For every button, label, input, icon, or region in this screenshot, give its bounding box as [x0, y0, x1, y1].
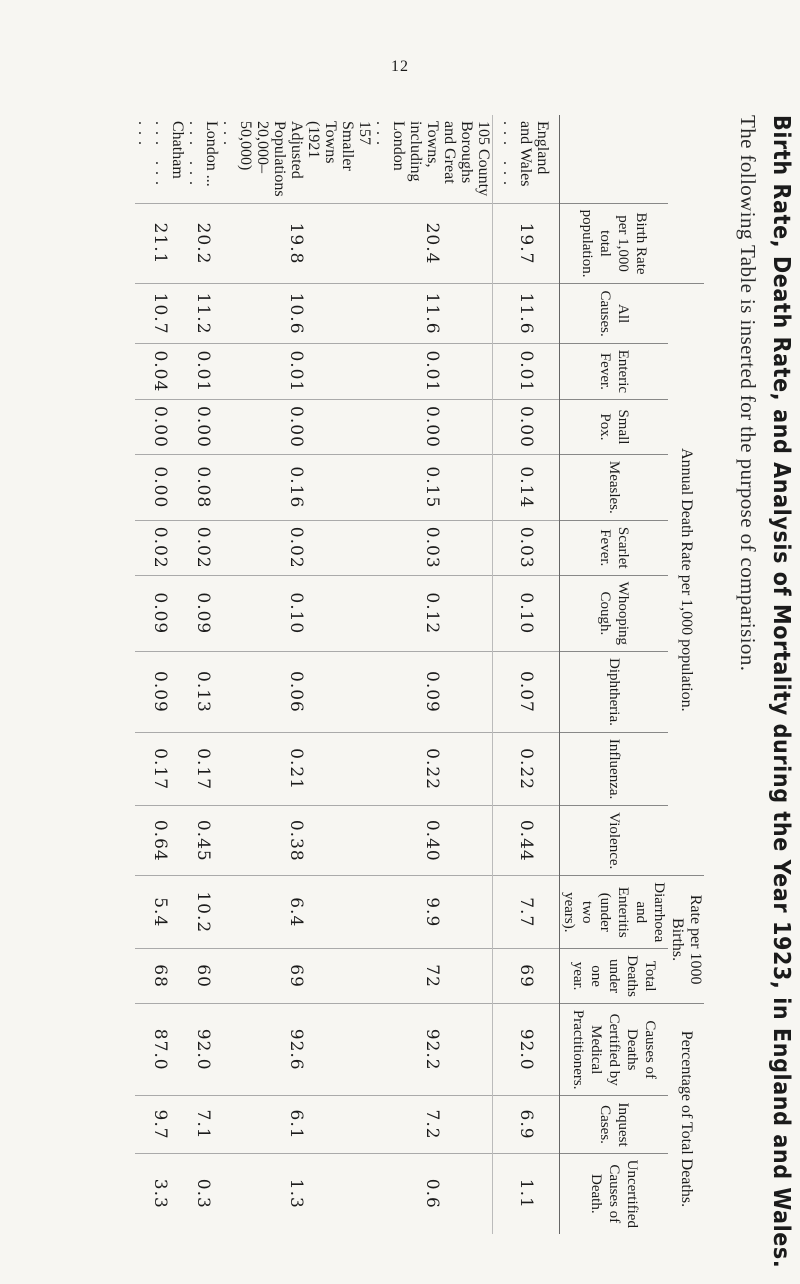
cell-influenza: 0.21	[220, 732, 373, 805]
group-header-spacer	[668, 115, 704, 284]
col-scarlet-fever: Scarlet Fever.	[560, 520, 669, 575]
cell-birth-rate: 19.7	[493, 203, 560, 284]
col-diphtheria: Diphtheria.	[560, 651, 669, 732]
cell-inquest: 7.1	[186, 1096, 220, 1153]
row-label-text: 157 Smaller Towns (1921 Adjusted Populations 20,000–50,000)	[237, 121, 373, 197]
row-label-text: London ...	[203, 121, 220, 187]
row-label	[135, 115, 186, 203]
cell-influenza: 0.22	[493, 732, 560, 805]
cell-diarrhoea: 6.4	[220, 876, 373, 949]
mortality-table	[135, 115, 704, 1234]
cell-certified: 92.0	[493, 1003, 560, 1096]
cell-birth-rate: 20.2	[186, 203, 220, 284]
col-small-pox: Small Pox.	[560, 400, 669, 455]
table-row-smaller-towns	[220, 115, 373, 1234]
cell-under-one-year: 69	[493, 949, 560, 1004]
cell-uncertified: 0.6	[373, 1153, 493, 1234]
cell-certified: 92.2	[373, 1003, 493, 1096]
cell-uncertified: 1.1	[493, 1153, 560, 1234]
table-row-england-wales	[493, 115, 560, 1234]
cell-small-pox: 0.00	[493, 400, 560, 455]
table-row-chatham	[135, 115, 186, 1234]
cell-inquest: 6.9	[493, 1096, 560, 1153]
header-corner	[560, 115, 669, 203]
row-leader-dots: ... ...	[500, 121, 518, 191]
cell-small-pox: 0.00	[135, 400, 186, 455]
cell-under-one-year: 72	[373, 949, 493, 1004]
cell-influenza: 0.17	[186, 732, 220, 805]
cell-diphtheria: 0.09	[373, 651, 493, 732]
cell-influenza: 0.17	[135, 732, 186, 805]
cell-diarrhoea: 10.2	[186, 876, 220, 949]
cell-whooping-cough: 0.10	[493, 575, 560, 651]
row-leader-dots: ...	[373, 121, 390, 151]
group-percentage-deaths: Percentage of Total Deaths.	[668, 1003, 704, 1234]
cell-scarlet-fever: 0.02	[135, 520, 186, 575]
cell-diarrhoea: 7.7	[493, 876, 560, 949]
row-label-text: Chatham	[169, 121, 186, 179]
cell-all-causes: 11.2	[186, 284, 220, 343]
cell-enteric-fever: 0.01	[186, 343, 220, 399]
cell-scarlet-fever: 0.03	[373, 520, 493, 575]
cell-enteric-fever: 0.01	[220, 343, 373, 399]
cell-under-one-year: 68	[135, 949, 186, 1004]
row-label	[220, 115, 373, 203]
column-header-row	[560, 115, 669, 1234]
col-enteric-fever: Enteric Fever.	[560, 343, 669, 399]
cell-whooping-cough: 0.09	[135, 575, 186, 651]
col-diarrhoea: Diarrhoea and Enteritis (under two years).	[560, 876, 669, 949]
cell-diphtheria: 0.07	[493, 651, 560, 732]
cell-all-causes: 11.6	[493, 284, 560, 343]
col-influenza: Influenza.	[560, 732, 669, 805]
cell-violence: 0.44	[493, 806, 560, 876]
col-birth-rate: Birth Rate per 1,000 total population.	[560, 203, 669, 284]
cell-birth-rate: 19.8	[220, 203, 373, 284]
cell-violence: 0.40	[373, 806, 493, 876]
cell-influenza: 0.22	[373, 732, 493, 805]
table-row-london	[186, 115, 220, 1234]
cell-under-one-year: 69	[220, 949, 373, 1004]
cell-enteric-fever: 0.01	[373, 343, 493, 399]
cell-uncertified: 3.3	[135, 1153, 186, 1234]
col-all-causes: All Causes.	[560, 284, 669, 343]
cell-all-causes: 11.6	[373, 284, 493, 343]
cell-small-pox: 0.00	[220, 400, 373, 455]
cell-inquest: 9.7	[135, 1096, 186, 1153]
cell-uncertified: 0.3	[186, 1153, 220, 1234]
cell-small-pox: 0.00	[373, 400, 493, 455]
cell-certified: 92.6	[220, 1003, 373, 1096]
cell-all-causes: 10.6	[220, 284, 373, 343]
row-leader-dots: ...	[220, 121, 237, 151]
col-measles: Measles.	[560, 454, 669, 520]
table-row-county-boroughs	[373, 115, 493, 1234]
cell-inquest: 6.1	[220, 1096, 373, 1153]
cell-measles: 0.08	[186, 454, 220, 520]
table-heading: Birth Rate, Death Rate, and Analysis of Mortality during the Year 1923, in England and Wales.	[768, 115, 794, 1269]
cell-diarrhoea: 5.4	[135, 876, 186, 949]
cell-birth-rate: 20.4	[373, 203, 493, 284]
cell-small-pox: 0.00	[186, 400, 220, 455]
cell-whooping-cough: 0.09	[186, 575, 220, 651]
col-certified: Causes of Deaths Certified by Medical Practitioners.	[560, 1003, 669, 1096]
cell-diphtheria: 0.13	[186, 651, 220, 732]
cell-violence: 0.38	[220, 806, 373, 876]
cell-diphtheria: 0.09	[135, 651, 186, 732]
page-number: 12	[391, 58, 409, 75]
intro-text: The following Table is inserted for the purpose of comparision.	[736, 115, 760, 672]
cell-measles: 0.00	[135, 454, 186, 520]
cell-uncertified: 1.3	[220, 1153, 373, 1234]
cell-inquest: 7.2	[373, 1096, 493, 1153]
group-annual-death-rate: Annual Death Rate per 1,000 population.	[668, 284, 704, 876]
group-rate-per-births: Rate per 1000 Births.	[668, 876, 704, 1004]
col-whooping-cough: Whooping Cough.	[560, 575, 669, 651]
cell-certified: 92.0	[186, 1003, 220, 1096]
row-leader-dots: ... ...	[186, 121, 203, 191]
cell-violence: 0.45	[186, 806, 220, 876]
cell-measles: 0.16	[220, 454, 373, 520]
cell-birth-rate: 21.1	[135, 203, 186, 284]
cell-measles: 0.14	[493, 454, 560, 520]
cell-violence: 0.64	[135, 806, 186, 876]
cell-whooping-cough: 0.12	[373, 575, 493, 651]
cell-diarrhoea: 9.9	[373, 876, 493, 949]
cell-certified: 87.0	[135, 1003, 186, 1096]
row-label-text: 105 County Boroughs and Great Towns, including London	[390, 121, 492, 197]
cell-diphtheria: 0.06	[220, 651, 373, 732]
row-label-text: England and Wales	[517, 121, 552, 187]
cell-scarlet-fever: 0.03	[493, 520, 560, 575]
cell-enteric-fever: 0.01	[493, 343, 560, 399]
cell-enteric-fever: 0.04	[135, 343, 186, 399]
col-inquest: Inquest Cases.	[560, 1096, 669, 1153]
cell-scarlet-fever: 0.02	[186, 520, 220, 575]
row-leader-dots: ... ... ...	[135, 121, 169, 191]
cell-all-causes: 10.7	[135, 284, 186, 343]
group-header-row	[668, 115, 704, 1234]
row-label	[373, 115, 493, 203]
cell-whooping-cough: 0.10	[220, 575, 373, 651]
cell-measles: 0.15	[373, 454, 493, 520]
row-label	[186, 115, 220, 203]
cell-scarlet-fever: 0.02	[220, 520, 373, 575]
col-under-one-year: Total Deaths under one year.	[560, 949, 669, 1004]
col-uncertified: Uncertified Causes of Death.	[560, 1153, 669, 1234]
cell-under-one-year: 60	[186, 949, 220, 1004]
row-label	[493, 115, 560, 203]
col-violence: Violence.	[560, 806, 669, 876]
